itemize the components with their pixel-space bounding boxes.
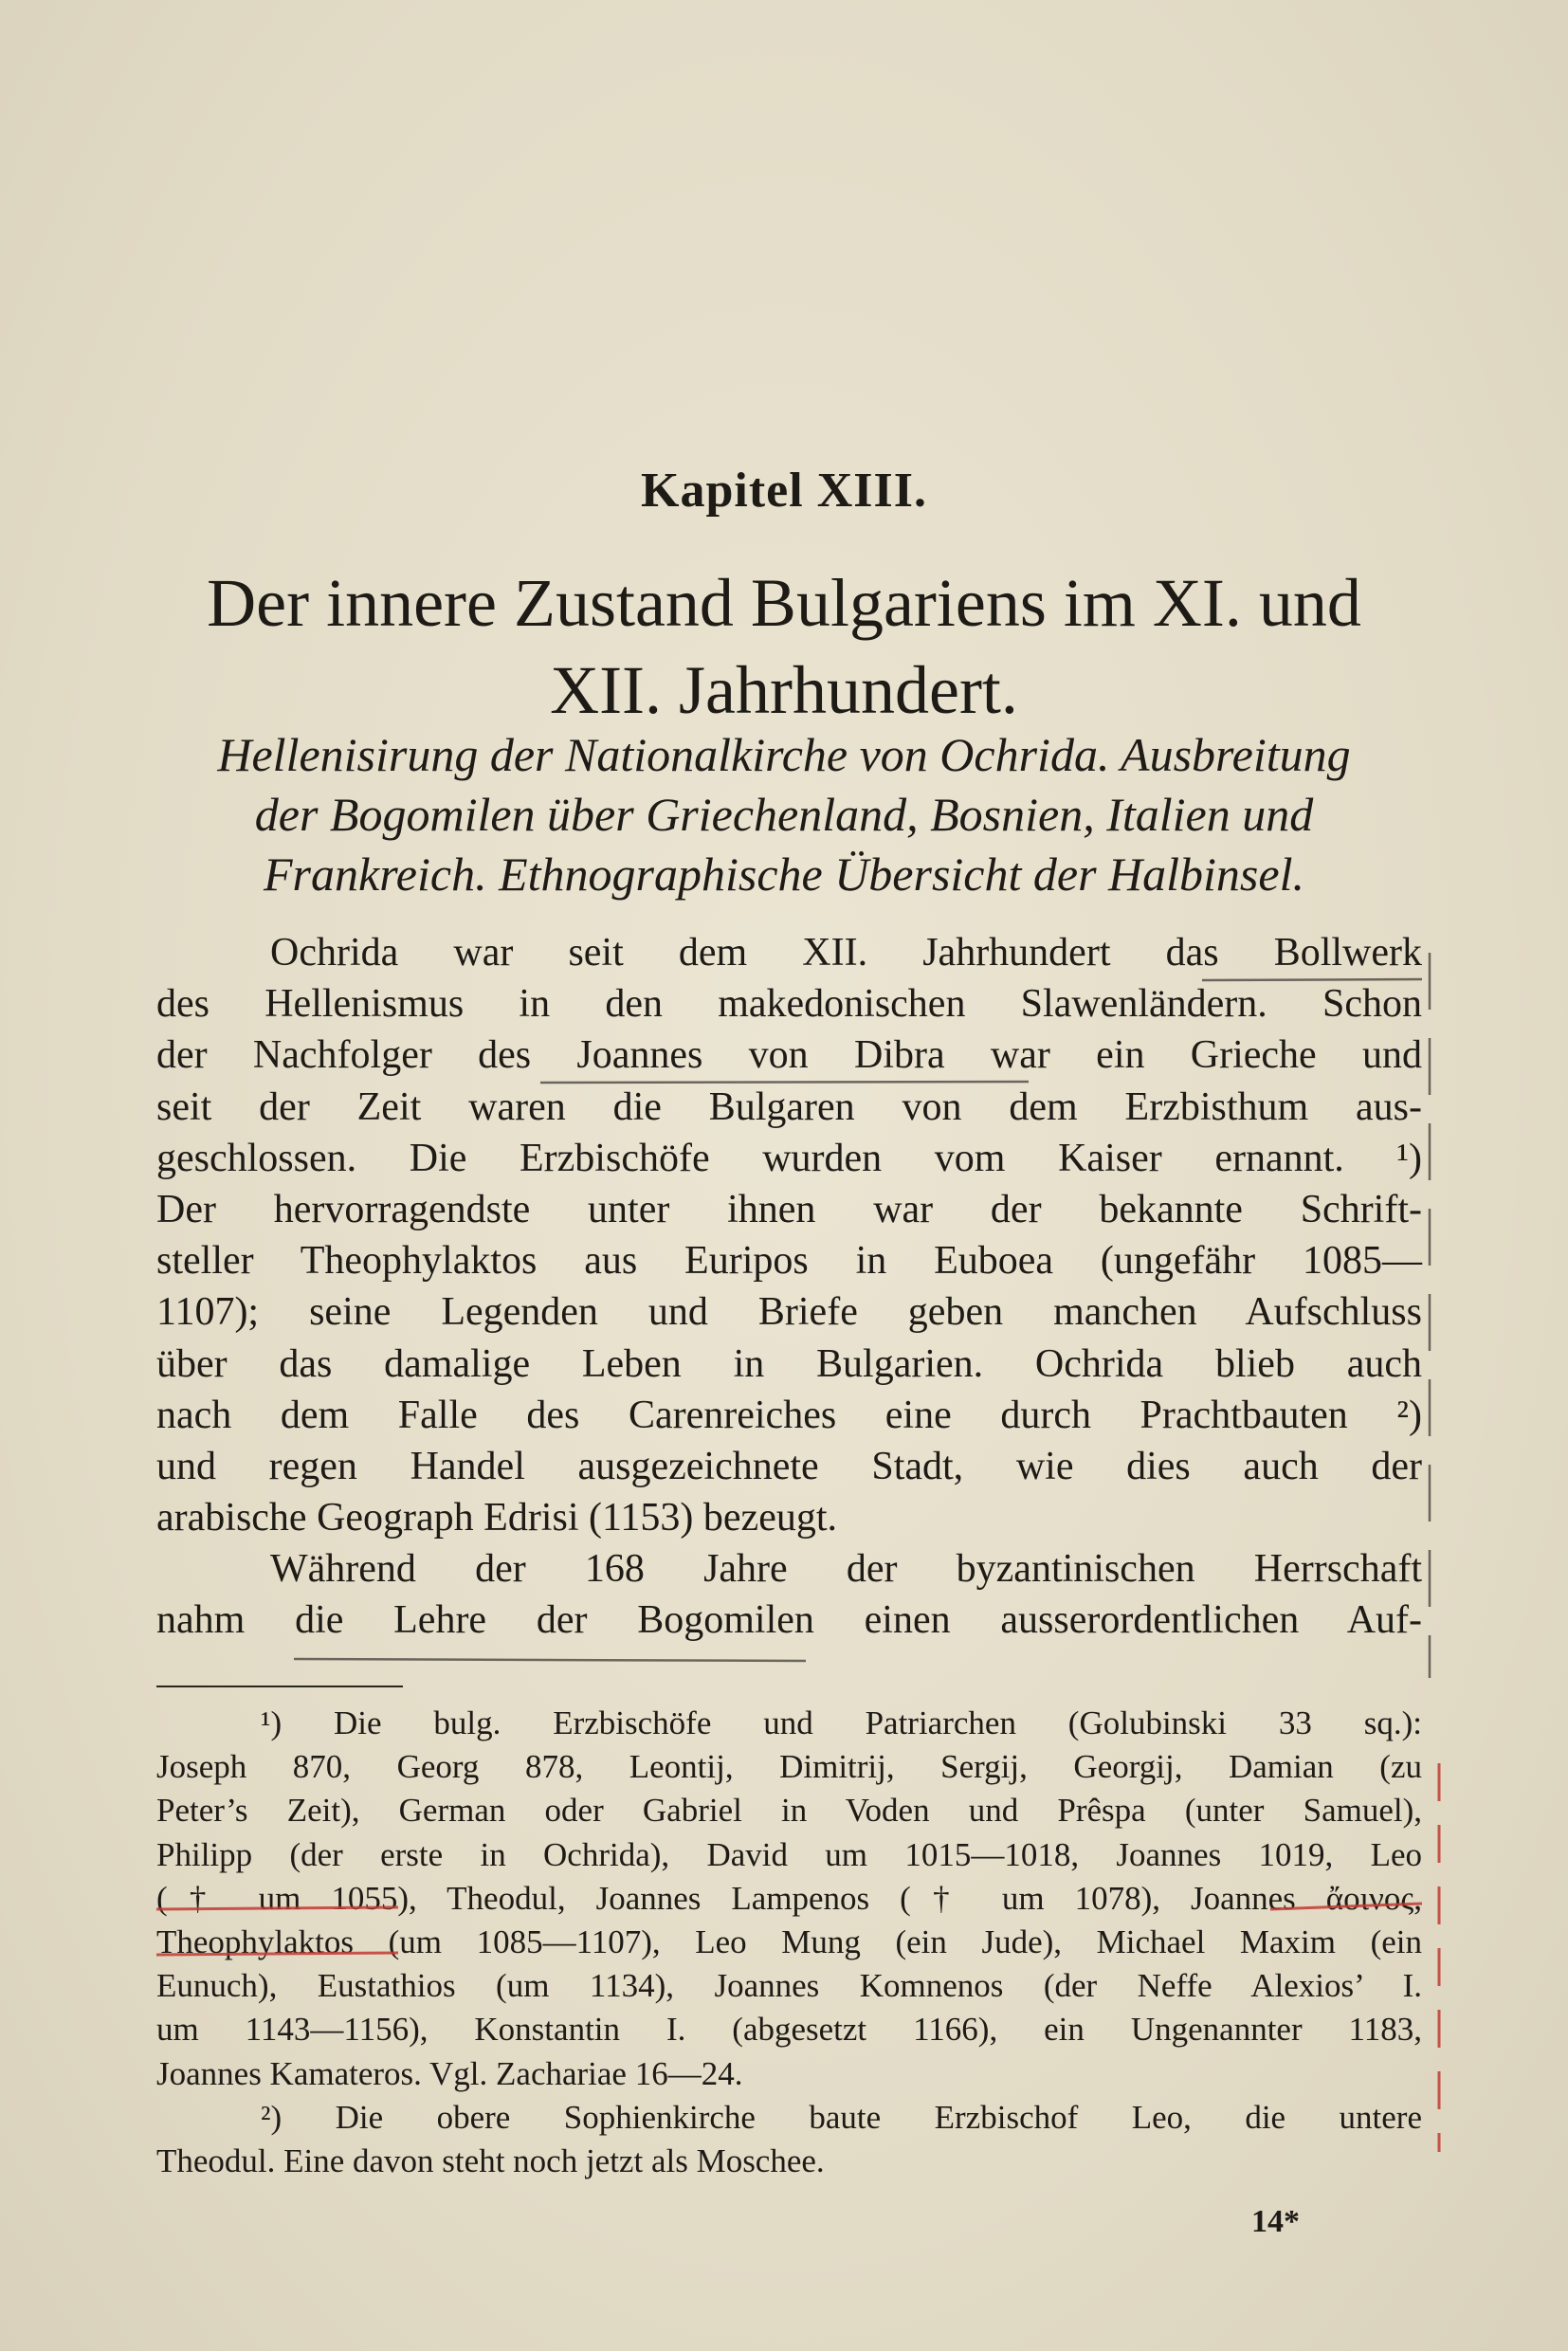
chapter-label: Kapitel XIII. (641, 464, 927, 518)
footnote-line: ²) Die obere Sophienkirche baute Erzbischof Leo, die untere (261, 2098, 1422, 2136)
chapter-title-line: XII. Jahrhundert. (550, 652, 1018, 728)
body-line: 1107); seine Legenden und Briefe geben manchen Aufschluss (156, 1290, 1422, 1335)
body-line: der Nachfolger des Joannes von Dibra war ein Grieche und (156, 1033, 1422, 1078)
body-text (156, 927, 1422, 1647)
footnotes (156, 1702, 1422, 2183)
body-line: steller Theophylaktos aus Euripos in Euboea (ungefähr 1085— (156, 1239, 1422, 1284)
footnote-line: Joseph 870, Georg 878, Leontij, Dimitrij, Sergij, Georgij, Damian (zu (156, 1748, 1422, 1786)
footnote-line: Philipp (der erste in Ochrida), David um 1015—1018, Joannes 1019, Leo (156, 1835, 1422, 1873)
footnote-line: († um 1055), Theodul, Joannes Lampenos († um 1078), Joannes ἄοινος, (156, 1879, 1422, 1917)
body-line: Ochrida war seit dem XII. Jahrhundert das Bollwerk (270, 931, 1422, 975)
chapter-title-line: Der innere Zustand Bulgariens im XI. und (207, 565, 1361, 641)
body-line: nach dem Falle des Carenreiches eine durch Prachtbauten ²) (156, 1393, 1422, 1437)
body-line: seit der Zeit waren die Bulgaren von dem Erzbisthum aus- (156, 1084, 1422, 1129)
chapter-summary (152, 725, 1416, 904)
body-line: über das damalige Leben in Bulgarien. Ochrida blieb auch (156, 1341, 1422, 1386)
footnote-line: Joannes Kamateros. Vgl. Zachariae 16—24. (156, 2054, 743, 2092)
body-line: arabische Geograph Edrisi (1153) bezeugt. (156, 1496, 837, 1540)
footnote-line: Theophylaktos (um 1085—1107), Leo Mung (ein Jude), Michael Maxim (ein (156, 1923, 1422, 1960)
body-line: des Hellenismus in den makedonischen Slawenländern. Schon (156, 982, 1422, 1027)
footnote-line: ¹) Die bulg. Erzbischöfe und Patriarchen (Golubinski 33 sq.): (261, 1704, 1422, 1741)
footnote-line: Theodul. Eine davon steht noch jetzt als Moschee. (156, 2141, 825, 2179)
body-line: nahm die Lehre der Bogomilen einen ausserordentlichen Auf- (156, 1598, 1422, 1643)
body-line: und regen Handel ausgezeichnete Stadt, wie dies auch der (156, 1444, 1422, 1488)
chapter-summary-line: Frankreich. Ethnographische Übersicht der Halbinsel. (264, 847, 1304, 901)
chapter-summary-line: Hellenisirung der Nationalkirche von Ochrida. Ausbreitung (217, 728, 1351, 781)
chapter-title (142, 559, 1426, 734)
body-line: Der hervorragendste unter ihnen war der bekannte Schrift- (156, 1187, 1422, 1231)
body-line: geschlossen. Die Erzbischöfe wurden vom Kaiser ernannt. ¹) (156, 1136, 1422, 1180)
signature-mark: 14* (1251, 2204, 1300, 2239)
chapter-summary-line: der Bogomilen über Griechenland, Bosnien, Italien und (254, 788, 1314, 841)
footnote-line: um 1143—1156), Konstantin I. (abgesetzt 1166), ein Ungenannter 1183, (156, 2011, 1422, 2049)
footnote-line: Eunuch), Eustathios (um 1134), Joannes Komnenos (der Neffe Alexios’ I. (156, 1967, 1422, 2005)
footnote-line: Peter’s Zeit), German oder Gabriel in Voden und Prêspa (unter Samuel), (156, 1792, 1422, 1830)
underline-lehre-der-bogomilen (294, 1659, 806, 1661)
body-line: Während der 168 Jahre der byzantinischen Herrschaft (270, 1547, 1422, 1592)
footnote-separator (156, 1686, 403, 1687)
